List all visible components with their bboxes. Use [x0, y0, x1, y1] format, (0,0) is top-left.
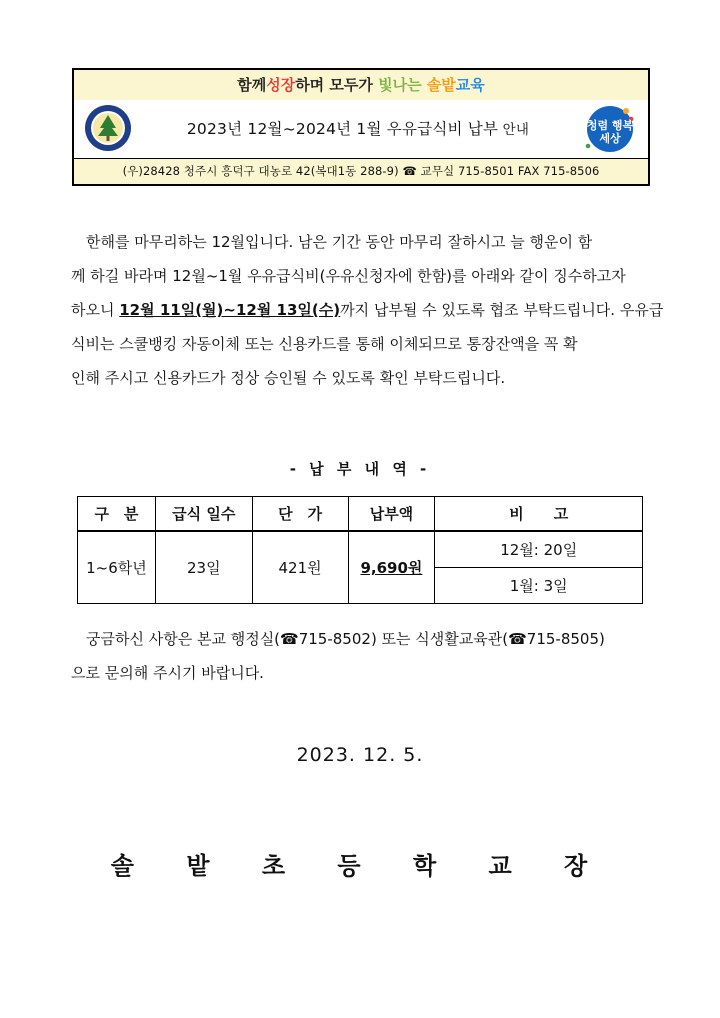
payment-period: 12월 11일(월)~12월 13일(수): [119, 301, 341, 319]
document-title-tail: 안내: [498, 122, 530, 138]
header-amount: 납부액: [348, 497, 435, 532]
header-remarks: 비 고: [435, 497, 643, 532]
document-title-main: 2023년 12월~2024년 1월 우유급식비 납부: [186, 120, 499, 138]
cell-grade: 1~6학년: [78, 531, 156, 604]
amount-value: 9,690원: [360, 559, 423, 577]
slogan-part: 솔밭: [426, 76, 456, 94]
signer: 솔 밭 초 등 학 교 장: [110, 852, 610, 880]
header-meal-days: 급식 일수: [155, 497, 252, 532]
payment-table: [77, 496, 643, 604]
cell-remark-jan: 1월: 3일: [435, 568, 643, 604]
cell-remark-dec: 12월: 20일: [435, 531, 643, 568]
issue-date: 2023. 12. 5.: [296, 744, 424, 766]
letterhead: [72, 68, 650, 186]
address-bar: (우)28428 청주시 흥덕구 대농로 42(복대1동 288-9) ☎ 교무실 715-8501 FAX 715-8506: [74, 159, 648, 184]
table-row: [78, 531, 643, 568]
text-line: [71, 293, 663, 327]
text-line: 궁금하신 사항은 본교 행정실(☎715-8502) 또는 식생활교육관(☎715-8505): [71, 630, 605, 648]
slogan-part: 교육: [455, 76, 485, 94]
slogan-banner: [74, 70, 648, 101]
integrity-logo-line1: 청렴 행복: [586, 119, 634, 132]
slogan-part: 하며 모두가: [295, 76, 379, 94]
text-segment: 까지 납부될 수 있도록 협조 부탁드립니다. 우유급: [340, 301, 664, 319]
integrity-campaign-logo-icon: [580, 102, 636, 154]
inquiry-paragraph: [71, 622, 663, 690]
slogan-part: 빛나는: [378, 76, 422, 94]
text-segment: 하오니: [71, 301, 120, 319]
document-title: [148, 117, 568, 139]
text-line: 인해 주시고 신용카드가 정상 승인될 수 있도록 확인 부탁드립니다.: [71, 369, 506, 387]
section-title: - 납 부 내 역 -: [289, 460, 431, 478]
cell-days: 23일: [155, 531, 252, 604]
cell-amount: [348, 531, 435, 604]
header-category: 구 분: [78, 497, 156, 532]
slogan-part: 성장: [266, 76, 296, 94]
slogan-part: 함께: [237, 76, 267, 94]
title-row: [74, 100, 648, 159]
header-unit-price: 단 가: [252, 497, 348, 532]
text-line: 한해를 마무리하는 12월입니다. 남은 기간 동안 마무리 잘하시고 늘 행운이 함: [71, 233, 593, 251]
school-emblem-icon: [84, 104, 132, 152]
text-line: 께 하길 바라며 12월~1월 우유급식비(우유신청자에 한함)를 아래와 같이 징수하고자: [71, 267, 626, 285]
cell-price: 421원: [252, 531, 348, 604]
text-line: 으로 문의해 주시기 바랍니다.: [71, 664, 264, 682]
text-line: 식비는 스쿨뱅킹 자동이체 또는 신용카드를 통해 이체되므로 통장잔액을 꼭 확: [71, 335, 578, 353]
integrity-logo-line2: 세상: [599, 132, 621, 145]
table-header-row: [78, 497, 643, 532]
intro-paragraph: [71, 225, 663, 395]
